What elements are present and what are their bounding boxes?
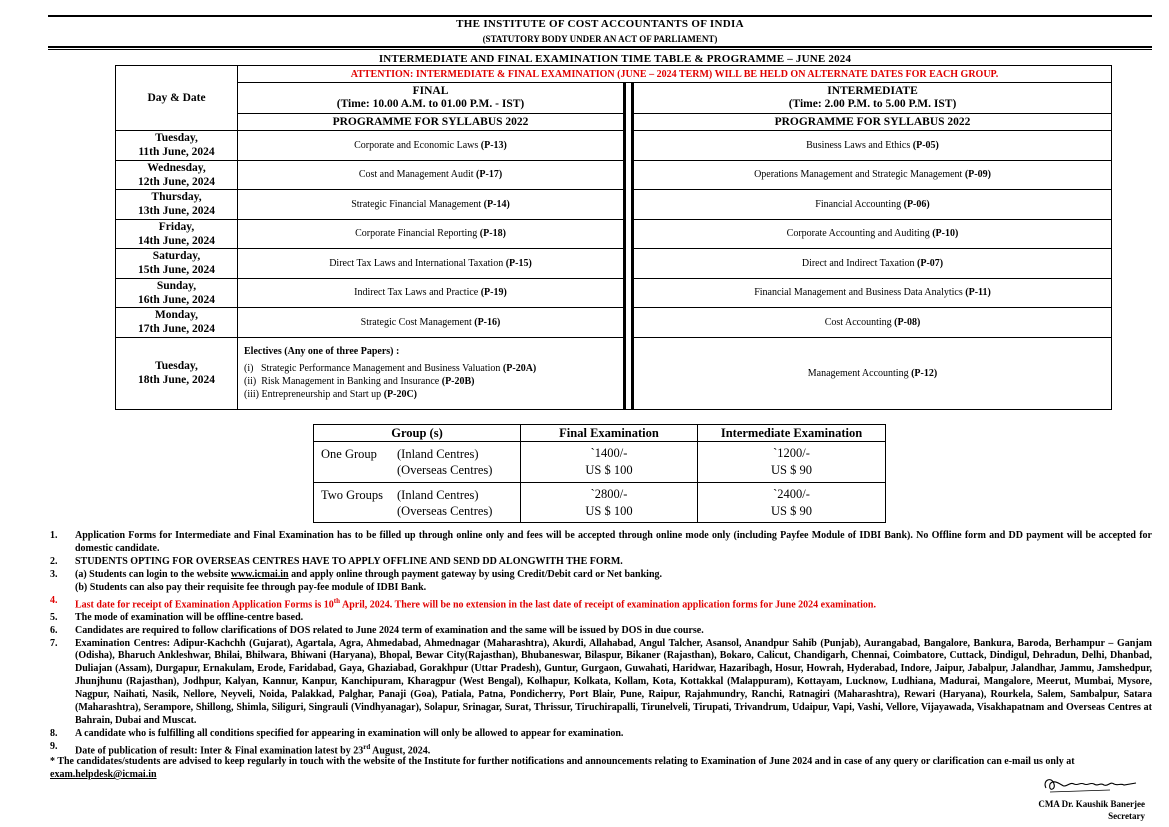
table-row [116, 278, 1112, 308]
fee-final-one: `1400/- US $ 100 [521, 442, 698, 483]
column-separator [625, 83, 633, 410]
final-header: FINAL (Time: 10.00 A.M. to 01.00 P.M. - IST) [238, 83, 625, 114]
fee-table [313, 424, 886, 523]
table-row [116, 190, 1112, 220]
table-row [116, 219, 1112, 249]
final-paper: Corporate Financial Reporting (P-18) [238, 219, 625, 249]
table-row [116, 131, 1112, 161]
top-rule [48, 15, 1152, 17]
table-row [116, 337, 1112, 409]
table-row [314, 483, 886, 523]
website-link[interactable]: www.icmai.in [230, 568, 289, 580]
exam-date: Friday, 14th June, 2024 [116, 219, 238, 249]
header-rule-2 [48, 49, 1152, 50]
footer-note: * The candidates/students are advised to keep regularly in touch with the website of the Institute for further notifications and announcements relating to Examination of June 2024 and in case of any query or clarification can e-mail us only at exam.helpdesk@icmai.in [50, 756, 1075, 780]
fee-header-group: Group (s) [314, 425, 521, 442]
exam-date: Wednesday, 12th June, 2024 [116, 160, 238, 190]
fee-header-final: Final Examination [521, 425, 698, 442]
inter-paper: Operations Management and Strategic Management (P-09) [633, 160, 1112, 190]
list-item: 1. Application Forms for Intermediate and Final Examination has to be filled up through online only and fees will be accepted through online mode only (including Payfee Module of IDBI Bank). No Offline form and DD payment will be accepted for domestic candidate. [50, 530, 1152, 554]
instructions-list [50, 530, 1152, 758]
inter-programme-header: PROGRAMME FOR SYLLABUS 2022 [633, 114, 1112, 131]
signatory: CMA Dr. Kaushik Banerjee Secretary [1038, 799, 1145, 821]
list-item: 3. (a) Students can login to the website www.icmai.in and apply online through payment gateway by using Credit/Debit card or Net banking. (b) Students can also pay their requisite fee through pay-fee module of IDBI Bank. [50, 568, 663, 593]
fee-inter-one: `1200/- US $ 90 [698, 442, 886, 483]
exam-date: Thursday, 13th June, 2024 [116, 190, 238, 220]
exam-date: Monday, 17th June, 2024 [116, 308, 238, 338]
exam-date: Tuesday, 18th June, 2024 [116, 337, 238, 409]
final-paper: Cost and Management Audit (P-17) [238, 160, 625, 190]
fee-header-inter: Intermediate Examination [698, 425, 886, 442]
attention-notice: ATTENTION: INTERMEDIATE & FINAL EXAMINATION (JUNE – 2024 TERM) WILL BE HELD ON ALTERNATE DATES FOR EACH GROUP. [238, 66, 1112, 83]
exam-date: Sunday, 16th June, 2024 [116, 278, 238, 308]
final-paper: Indirect Tax Laws and Practice (P-19) [238, 278, 625, 308]
list-item: 5. The mode of examination will be offline-centre based. [50, 611, 304, 623]
table-row [116, 160, 1112, 190]
list-item: 9. Date of publication of result: Inter & Final examination latest by 23rd August, 2024. [50, 740, 431, 757]
list-item: 2. STUDENTS OPTING FOR OVERSEAS CENTRES HAVE TO APPLY OFFLINE AND SEND DD ALONGWITH THE FORM. [50, 555, 623, 567]
day-date-header: Day & Date [116, 66, 238, 131]
list-item: 8. A candidate who is fulfilling all conditions specified for appearing in examination will only be allowed to appear for examination. [50, 727, 624, 739]
inter-paper: Corporate Accounting and Auditing (P-10) [633, 219, 1112, 249]
exam-date: Saturday, 15th June, 2024 [116, 249, 238, 279]
final-programme-header: PROGRAMME FOR SYLLABUS 2022 [238, 114, 625, 131]
fee-inter-two: `2400/- US $ 90 [698, 483, 886, 523]
org-name: THE INSTITUTE OF COST ACCOUNTANTS OF INDIA [456, 18, 744, 30]
fee-group-two: Two Groups (Inland Centres) (Overseas Centres) [314, 483, 521, 523]
inter-paper: Management Accounting (P-12) [633, 337, 1112, 409]
final-paper: Strategic Cost Management (P-16) [238, 308, 625, 338]
final-paper: Direct Tax Laws and International Taxation (P-15) [238, 249, 625, 279]
email-link[interactable]: exam.helpdesk@icmai.in [50, 768, 157, 780]
table-row [314, 442, 886, 483]
page-title: INTERMEDIATE AND FINAL EXAMINATION TIME TABLE & PROGRAMME – JUNE 2024 [378, 53, 852, 65]
exam-timetable [115, 65, 1112, 410]
electives-cell: Electives (Any one of three Papers) : (i) Strategic Performance Management and Business Valuation (P-20A) (ii) Risk Management in Banking and Insurance (P-20B) (iii) Entrepreneurship and Start up (P-20C) [238, 337, 625, 409]
final-paper: Corporate and Economic Laws (P-13) [238, 131, 625, 161]
org-subtitle: (STATUTORY BODY UNDER AN ACT OF PARLIAMENT) [482, 34, 718, 44]
fee-final-two: `2800/- US $ 100 [521, 483, 698, 523]
inter-paper: Financial Management and Business Data Analytics (P-11) [633, 278, 1112, 308]
fee-group-one: One Group (Inland Centres) (Overseas Centres) [314, 442, 521, 483]
signature-image [1040, 774, 1140, 796]
inter-paper: Financial Accounting (P-06) [633, 190, 1112, 220]
inter-paper: Direct and Indirect Taxation (P-07) [633, 249, 1112, 279]
table-row [116, 249, 1112, 279]
header-rule [48, 46, 1152, 48]
exam-date: Tuesday, 11th June, 2024 [116, 131, 238, 161]
table-row [116, 308, 1112, 338]
list-item: 4. Last date for receipt of Examination Application Forms is 10th April, 2024. There will be no extension in the last date of receipt of examination application forms for June 2024 examination. [50, 594, 876, 610]
intermediate-header: INTERMEDIATE (Time: 2.00 P.M. to 5.00 P.M. IST) [633, 83, 1112, 114]
list-item: 7. Examination Centres: Adipur-Kachchh (Gujarat), Agartala, Agra, Ahmedabad, Ahmednagar (Maharashtra), Akurdi, Allahabad, Angul Talcher, Asansol, Anandpur Sahib (Punjab), Aurangabad, Bangalore, Bankura, Baroda, Berhampur – Ganjam (Odisha), Bharuch Ankleshwar, Bhilai, Bhilwara, Bhiwani (Haryana), Bhopal, Bewar City(Rajasthan), Bhubaneswar, Bilaspur, Bikaner (Rajasthan), Bokaro, Calicut, Chandigarh, Chennai, Coimbatore, Cuttack, Dindigul, Dehradun, Delhi, Dhanbad, Duliajan (Assam), Durgapur, Ernakulam, Erode, Faridabad, Gaya, Ghaziabad, Gorakhpur (Uttar Pradesh), Guntur, Gurgaon, Guwahati, Haridwar, Hazaribagh, Hosur, Howrah, Hyderabad, Indore, Jaipur, Jabalpur, Jalandhar, Jammu, Jamshedpur, Jhunjhunu (Rajasthan), Jodhpur, Kalyan, Kannur, Kanpur, Kanchipuram, Kharagpur (West Bengal), Kolhapur, Kolkata, Kollam, Kota, Kottakkal (Malappuram), Kottayam, Lucknow, Ludhiana, Madurai, Mangalore, Meerut, Mumbai, Mysore, Nagpur, Naihati, Nasik, Nellore, Neyveli, Noida, Palakkad, Palghar, Panaji (Goa), Patiala, Patna, Pondicherry, Port Blair, Pune, Raipur, Rajahmundry, Ranchi, Ratnagiri (Maharashtra), Rewari (Haryana), Rourkela, Salem, Sambalpur, Satara (Maharashtra), Serampore, Shillong, Shimla, Siliguri, Singrauli (Vindhyanagar), Solapur, Srinagar, Surat, Thrissur, Tiruchirapalli, Tirunelveli, Tirupati, Trivandrum, Udaipur, Vapi, Vashi, Vellore, Vijayawada, Visakhapatnam and Overseas Centres at Bahrain, Dubai and Muscat. [50, 637, 1152, 727]
final-paper: Strategic Financial Management (P-14) [238, 190, 625, 220]
inter-paper: Cost Accounting (P-08) [633, 308, 1112, 338]
list-item: 6. Candidates are required to follow clarifications of DOS related to June 2024 term of examination and the same will be issued by DOS in due course. [50, 624, 704, 636]
inter-paper: Business Laws and Ethics (P-05) [633, 131, 1112, 161]
